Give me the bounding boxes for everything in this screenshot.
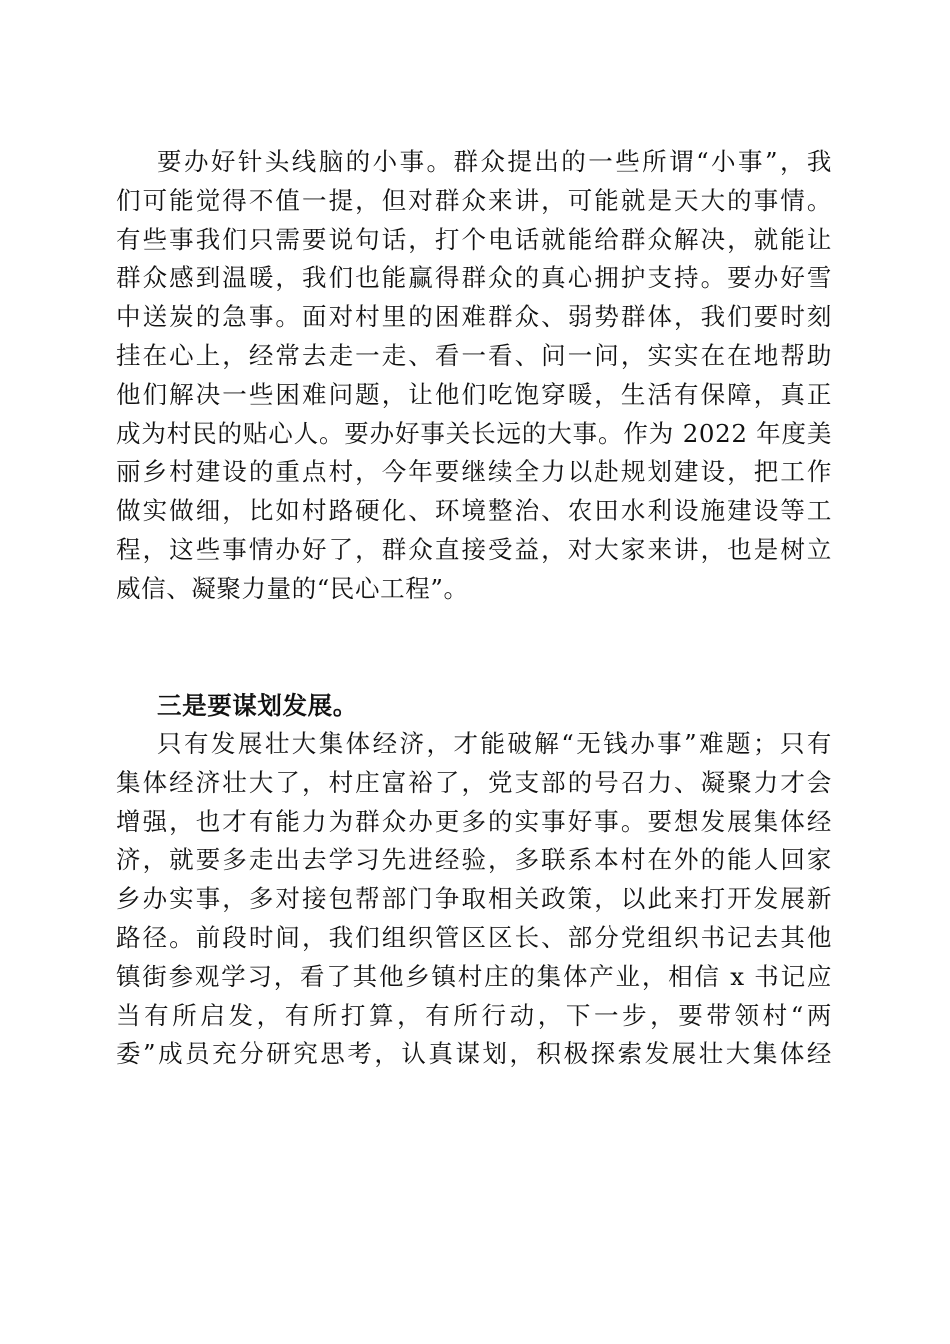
paragraph-line: 路径。前段时间，我们组织管区区长、部分党组织书记去其他 — [116, 922, 832, 952]
section-heading-block — [116, 687, 832, 726]
paragraph-line: 群众感到温暖，我们也能赢得群众的真心拥护支持。要办好雪 — [116, 263, 832, 293]
paragraph-line: 做实做细，比如村路硬化、环境整治、农田水利设施建设等工 — [116, 496, 832, 526]
section-heading: 三是要谋划发展。 — [157, 691, 358, 720]
paragraph-line: 丽乡村建设的重点村，今年要继续全力以赴规划建设，把工作 — [116, 457, 832, 487]
paragraph-line: 只有发展壮大集体经济，才能破解“无钱办事”难题；只有 — [157, 729, 832, 758]
paragraph-line: 当有所启发，有所打算，有所行动，下一步，要带领村“两 — [116, 1000, 832, 1030]
paragraph-line: 委”成员充分研究思考，认真谋划，积极探索发展壮大集体经 — [116, 1039, 832, 1069]
paragraph-line: 成为村民的贴心人。要办好事关长远的大事。作为 2022 年度美 — [116, 418, 832, 448]
paragraph-line: 威信、凝聚力量的“民心工程”。 — [116, 573, 469, 603]
paragraph-line: 们可能觉得不值一提，但对群众来讲，可能就是天大的事情。 — [116, 185, 832, 215]
paragraph-line: 他们解决一些困难问题，让他们吃饱穿暖，生活有保障，真正 — [116, 379, 832, 409]
paragraph-line: 集体经济壮大了，村庄富裕了，党支部的号召力、凝聚力才会 — [116, 767, 832, 797]
paragraph-line: 增强，也才有能力为群众办更多的实事好事。要想发展集体经 — [116, 806, 832, 836]
paragraph-line: 中送炭的急事。面对村里的困难群众、弱势群体，我们要时刻 — [116, 302, 832, 332]
paragraph-line: 乡办实事，多对接包帮部门争取相关政策，以此来打开发展新 — [116, 884, 832, 914]
paragraph-line: 要办好针头线脑的小事。群众提出的一些所谓“小事”，我 — [157, 147, 832, 176]
paragraph-line: 挂在心上，经常去走一走、看一看、问一问，实实在在地帮助 — [116, 340, 832, 370]
paragraph-line: 济，就要多走出去学习先进经验，多联系本村在外的能人回家 — [116, 845, 832, 875]
paragraph-line: 镇街参观学习，看了其他乡镇村庄的集体产业，相信 x 书记应 — [116, 961, 832, 991]
paragraph-small-matters — [116, 143, 832, 609]
paragraph-line: 程，这些事情办好了，群众直接受益，对大家来讲，也是树立 — [116, 534, 832, 564]
paragraph-line: 有些事我们只需要说句话，打个电话就能给群众解决，就能让 — [116, 224, 832, 254]
paragraph-collective-economy — [116, 725, 832, 1074]
